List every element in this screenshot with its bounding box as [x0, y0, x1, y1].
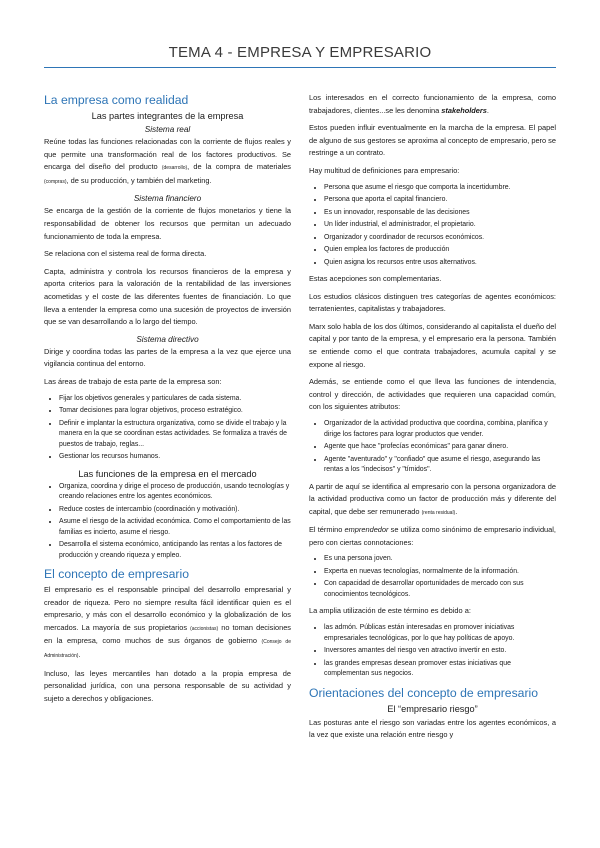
paragraph-concepto-2: Incluso, las leyes mercantiles han dotado a la propia empresa de personalidad jurídica, con una persona responsable de su actividad y sujeto a derechos y obligaciones.	[44, 668, 291, 703]
paragraph-financiero-3: Capta, administra y controla los recursos financieros de la empresa y aporta criterios para la valoración de la rentabilidad de las inversiones acometidas y el coste de las diferentes fuentes de financiación. Lo que lleva a entender la empresa como una sucesión de proyectos de inversión que se van desarrollando a lo largo del tiempo.	[44, 266, 291, 327]
heading-sistema-directivo: Sistema directivo	[136, 334, 199, 344]
list-item: • Quien asigna los recursos entre usos alternativos.	[324, 258, 556, 269]
list-item: • Organizador y coordinador de recursos económicos.	[324, 233, 556, 244]
heading-funciones: Las funciones de la empresa en el mercado	[78, 468, 257, 479]
heading-concepto-empresario: El concepto de empresario	[44, 567, 189, 581]
list-item: • Un líder industrial, el administrador, el propietario.	[324, 220, 556, 231]
paragraph-sistema-real: Reúne todas las funciones relacionadas con la corriente de flujos reales y que permite una transformación real de los factores productivos. Se encarga del diseño del producto (desarrollo), de la compra de materiales (compras), de su producción, y también del marketing.	[44, 137, 292, 185]
paragraph-definiciones: Hay multitud de definiciones para empresario:	[309, 165, 460, 175]
heading-orientaciones: Orientaciones del concepto de empresario	[309, 685, 538, 700]
list-item: • Fijar los objetivos generales y particulares de cada sistema.	[59, 394, 291, 405]
list-item: • Inversores amantes del riesgo ven atractivo invertir en esto.	[324, 646, 556, 657]
list-item: • Gestionar los recursos humanos.	[59, 452, 291, 463]
list-item: • Tomar decisiones para lograr objetivos, proceso estratégico.	[59, 406, 291, 417]
list-amplia	[309, 623, 556, 680]
list-atributos	[309, 419, 556, 476]
list-item: • Es una persona joven.	[324, 554, 556, 565]
paragraph-financiero-1: Se encarga de la gestión de la corriente de flujos monetarios y tiene la responsabilidad de obtener los recursos que permitan un adecuado funcionamiento de toda la empresa.	[44, 206, 291, 241]
paragraph-acepciones: Estas acepciones son complementarias.	[309, 274, 442, 284]
list-item: • Desarrolla el sistema económico, anticipando las rentas a los factores de producción y creando riqueza y empleo.	[59, 540, 291, 561]
list-item: • Reduce costes de intercambio (coordinación y motivación).	[59, 505, 291, 516]
list-item: • las grandes empresas desean promover estas iniciativas que complementan sus negocios.	[324, 659, 556, 680]
list-item: • Asume el riesgo de la actividad económica. Como el comportamiento de las familias es incierto, asume el riesgo.	[59, 517, 291, 538]
list-directivo	[44, 394, 291, 463]
list-definiciones	[309, 183, 556, 269]
paragraph-marx: Marx solo habla de los dos últimos, considerando al capitalista el dueño del capital y por tanto de la empresa, y el empresario era la persona. También se entiende como el que contrata trabajadores, acumula capital y se expone al riesgo.	[309, 321, 556, 369]
heading-sistema-real: Sistema real	[144, 125, 191, 134]
list-item: • las admón. Públicas están interesadas en promover iniciativas empresariales tecnológicas, por lo que hay políticas de apoyo.	[324, 623, 556, 644]
list-item: • Con capacidad de desarrollar oportunidades de mercado con sus conocimientos tecnológicos.	[324, 579, 556, 600]
list-item: • Experta en nuevas tecnologías, normalmente de la información.	[324, 567, 556, 578]
heading-sistema-financiero: Sistema financiero	[133, 194, 202, 204]
heading-partes: Las partes integrantes de la empresa	[91, 111, 244, 121]
paragraph-financiero-2: Se relaciona con el sistema real de forma directa.	[44, 249, 207, 259]
paragraph-directivo-2: Las áreas de trabajo de esta parte de la empresa son:	[44, 376, 222, 386]
paragraph-amplia: La amplia utilización de este término es debido a:	[309, 606, 471, 616]
heading-empresa-realidad: La empresa como realidad	[44, 93, 189, 107]
paragraph-clasicos: Los estudios clásicos distinguen tres categorías de agentes económicos: terratenientes, capitalistas y trabajadores.	[309, 291, 556, 314]
paragraph-ademas: Además, se entiende como el que lleva las funciones de intendencia, control y dirección, de actividades que requieren una capacidad común, con los siguientes atributos:	[309, 377, 556, 412]
paragraph-influir: Estos pueden influir eventualmente en la marcha de la empresa. El papel de alguno de sus gestores se aproxima al concepto de empresario, pero se restringe a un contrato.	[309, 123, 556, 158]
paragraph-concepto-1: El empresario es el responsable principal del desarrollo empresarial y creador de riqueza. Pero no siempre resulta fácil identificar quien es el empresario, y más con el desarrollo económico y la globalización de los mercados. La mayoría de sus propietarios (accionistas) no toman decisiones en la empresa, como muchos de sus órganos de gobierno (Consejo de Administración).	[44, 585, 292, 659]
list-item: • Definir e implantar la estructura organizativa, como se divide el trabajo y la manera en la que se coordinan estas actividades. Se formaliza a través de puestos de trabajo, reglas...	[59, 419, 291, 451]
list-item: • Agente que hace "profecías económicas" para ganar dinero.	[324, 442, 556, 453]
list-connotaciones	[309, 554, 556, 600]
list-item: • Organiza, coordina y dirige el proceso de producción, usando tecnologías y creando relaciones entre los agentes económicos.	[59, 482, 291, 503]
paragraph-interesados: Los interesados en el correcto funcionamiento de la empresa, como trabajadores, clientes...se les denomina stakeholders.	[309, 93, 556, 115]
list-item: • Agente "aventurado" y "confiado" que asume el riesgo, asegurando las rentas a los "indecisos" y "tímidos".	[324, 455, 556, 476]
paragraph-directivo-1: Dirige y coordina todas las partes de la empresa a la vez que ejerce una vigilancia continua del entorno.	[44, 346, 291, 369]
heading-empresario-riesgo: El “empresario riesgo”	[387, 703, 478, 714]
paragraph-posturas: Las posturas ante el riesgo son variadas entre los agentes económicos, a la vez que existe una relación entre riesgo y	[309, 717, 556, 740]
list-item: • Quien emplea los factores de producción	[324, 245, 556, 256]
paragraph-termino: El término emprendedor se utiliza como sinónimo de empresario individual, pero con ciertas connotaciones:	[309, 525, 556, 547]
page-title: TEMA 4 - EMPRESA Y EMPRESARIO	[44, 44, 556, 68]
list-funciones	[44, 482, 291, 562]
list-item: • Persona que aporta el capital financiero.	[324, 195, 556, 206]
right-column	[309, 92, 556, 747]
left-column	[44, 92, 291, 710]
list-item: • Organizador de la actividad productiva que coordina, combina, planifica y dirige los factores para lograr productos que vender.	[324, 419, 556, 440]
paragraph-a-partir: A partir de aquí se identifica al empresario con la persona organizadora de la actividad productiva como un factor de producción más y diferente del capital, que debe ser remunerado (renta residual).	[309, 481, 556, 516]
list-item: • Persona que asume el riesgo que comporta la incertidumbre.	[324, 183, 556, 194]
list-item: • Es un innovador, responsable de las decisiones	[324, 208, 556, 219]
